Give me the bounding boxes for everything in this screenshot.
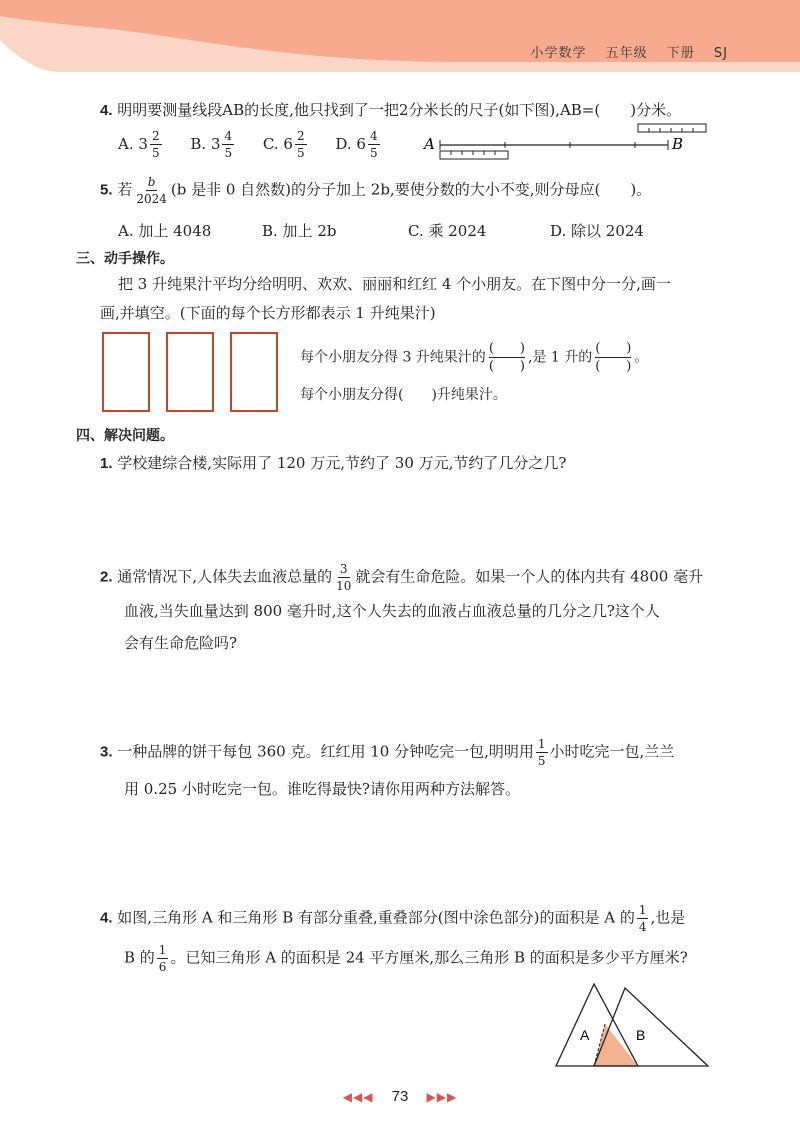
- blank-numerator: ( ): [488, 341, 525, 356]
- problem-text: 就会有生命危险。如果一个人的体内共有 4800 毫升: [355, 567, 704, 586]
- prev-arrows-icon: ◀◀◀: [342, 1090, 374, 1104]
- numerator: 4: [224, 129, 233, 143]
- juice-rectangle-3: [230, 332, 278, 412]
- blank-denominator: ( ): [595, 359, 632, 374]
- problem-text: 通常情况下,人体失去血液总量的: [117, 567, 333, 586]
- problem-text: 如图,三角形 A 和三角形 B 有部分重叠,重叠部分(图中涂色部分)的面积是 A 的: [117, 908, 635, 927]
- numerator: 2: [151, 129, 160, 143]
- question-text: 明明要测量线段AB的长度,他只找到了一把2分米长的尺子(如下图),AB=( )分米。: [117, 101, 682, 119]
- option-whole: 6: [356, 134, 366, 153]
- header-grade: 五年级: [605, 46, 648, 61]
- denominator: 5: [537, 754, 546, 768]
- problem-fraction: [536, 738, 548, 767]
- header-band: [0, 0, 800, 80]
- juice-rectangle-1: [102, 332, 150, 412]
- section-3-line-2: 画,并填空。(下面的每个长方形都表示 1 升纯果汁): [100, 304, 436, 322]
- numerator: 4: [369, 129, 378, 143]
- section-3-line-1: 把 3 升纯果汁平均分给明明、欢欢、丽丽和红红 4 个小朋友。在下图中分一分,画一: [118, 275, 671, 293]
- problem-fraction: [637, 904, 649, 933]
- question-fraction: [134, 176, 169, 205]
- problem-fraction: [334, 563, 353, 592]
- option-fraction: [368, 130, 380, 159]
- fill-line-2: 每个小朋友分得( )升纯果汁。: [300, 387, 507, 403]
- q5-option-d: D. 除以 2024: [550, 222, 644, 240]
- blank-denominator: ( ): [488, 359, 525, 374]
- option-a: [118, 129, 168, 160]
- triangle-a-label: A: [580, 1027, 590, 1043]
- problem-number: 4.: [100, 909, 113, 927]
- numerator: 2: [296, 129, 305, 143]
- question-text: (b 是非 0 自然数)的分子加上 2b,要使分数的大小不变,则分母应( )。: [170, 180, 652, 199]
- problem-4: [100, 904, 685, 933]
- problem-fraction: [157, 944, 169, 973]
- problem-text: 。已知三角形 A 的面积是 24 平方厘米,那么三角形 B 的面积是多少平方厘米?: [170, 948, 688, 967]
- problem-4-line-2: [124, 944, 688, 973]
- problem-text: 一种品牌的饼干每包 360 克。红红用 10 分钟吃完一包,明明用: [117, 742, 534, 761]
- problem-3-line-2: 用 0.25 小时吃完一包。谁吃得最快?请你用两种方法解答。: [124, 780, 520, 798]
- question-4: [100, 99, 681, 120]
- option-label: C.: [262, 134, 279, 153]
- q5-option-c: C. 乘 2024: [408, 222, 487, 240]
- problem-3: [100, 738, 674, 767]
- blank-fraction-2: [595, 342, 631, 373]
- header-volume: 下册: [666, 46, 695, 61]
- problem-text: B 的: [124, 948, 155, 967]
- ruler-diagram: [418, 118, 718, 164]
- problem-number: 3.: [100, 743, 113, 761]
- q5-option-a: A. 加上 4048: [118, 222, 212, 240]
- denominator: 5: [224, 146, 233, 160]
- problem-1: [100, 452, 566, 473]
- question-number: 4.: [100, 102, 113, 119]
- section-3-title: 三、动手操作。: [76, 251, 174, 267]
- page-number: 73: [391, 1088, 409, 1105]
- denominator: 5: [369, 146, 378, 160]
- problem-2-line-2: 血液,当失血量达到 800 毫升时,这个人失去的血液占血液总量的几分之几?这个人: [124, 602, 660, 620]
- juice-rectangle-2: [166, 332, 214, 412]
- option-b: [190, 129, 241, 160]
- option-whole: 6: [283, 134, 293, 153]
- denominator: 4: [638, 920, 647, 934]
- fill-text: 每个小朋友分得 3 升纯果汁的: [300, 349, 486, 366]
- option-whole: 3: [210, 134, 221, 153]
- option-label: B.: [190, 134, 207, 153]
- lower-ruler: [440, 151, 508, 159]
- point-b-label: B: [672, 135, 684, 153]
- problem-2-line-3: 会有生命危险吗?: [124, 634, 238, 652]
- next-arrows-icon: ▶▶▶: [426, 1090, 458, 1104]
- blank-numerator: ( ): [595, 341, 632, 356]
- problem-text: 学校建综合楼,实际用了 120 万元,节约了 30 万元,节约了几分之几?: [117, 454, 567, 472]
- numerator: 3: [339, 562, 348, 576]
- section-4-title: 四、解决问题。: [76, 428, 174, 444]
- denominator: 10: [336, 579, 352, 593]
- problem-number: 2.: [100, 568, 113, 586]
- blank-fraction-1: [489, 342, 525, 373]
- numerator: 1: [638, 903, 647, 917]
- fill-text: ,是 1 升的: [527, 349, 593, 366]
- problem-number: 1.: [100, 455, 113, 472]
- denominator: 5: [151, 146, 160, 160]
- option-label: A.: [118, 134, 134, 153]
- fill-text: 。: [634, 349, 649, 366]
- question-5: [100, 176, 651, 205]
- denominator: 6: [158, 960, 167, 974]
- upper-ruler: [638, 124, 706, 132]
- denominator: 5: [296, 146, 305, 160]
- option-label: D.: [335, 134, 352, 153]
- triangle-b-label: B: [636, 1027, 646, 1043]
- problem-text: ,也是: [650, 908, 686, 927]
- numerator: b: [147, 175, 156, 189]
- header-subject: 小学数学: [530, 46, 587, 61]
- page-footer: [0, 1088, 800, 1105]
- q4-options: [118, 130, 382, 159]
- overlap-shaded-region: [594, 1024, 638, 1066]
- question-number: 5.: [100, 181, 113, 199]
- page-header: [516, 42, 728, 61]
- denominator: 2024: [136, 192, 167, 206]
- option-c: [262, 129, 313, 160]
- option-fraction: [295, 130, 307, 159]
- option-fraction: [150, 130, 162, 159]
- q5-option-b: B. 加上 2b: [262, 222, 337, 240]
- option-whole: 3: [138, 134, 148, 153]
- header-edition: SJ: [713, 46, 728, 61]
- triangles-diagram: [548, 982, 718, 1072]
- point-a-label: A: [424, 135, 435, 153]
- problem-text: 小时吃完一包,兰兰: [549, 742, 675, 761]
- numerator: 1: [537, 737, 546, 751]
- question-prefix: 若: [117, 180, 133, 199]
- fill-line-1: [300, 342, 648, 373]
- option-d: [335, 129, 381, 160]
- option-fraction: [222, 130, 234, 159]
- problem-2: [100, 563, 703, 592]
- numerator: 1: [158, 943, 167, 957]
